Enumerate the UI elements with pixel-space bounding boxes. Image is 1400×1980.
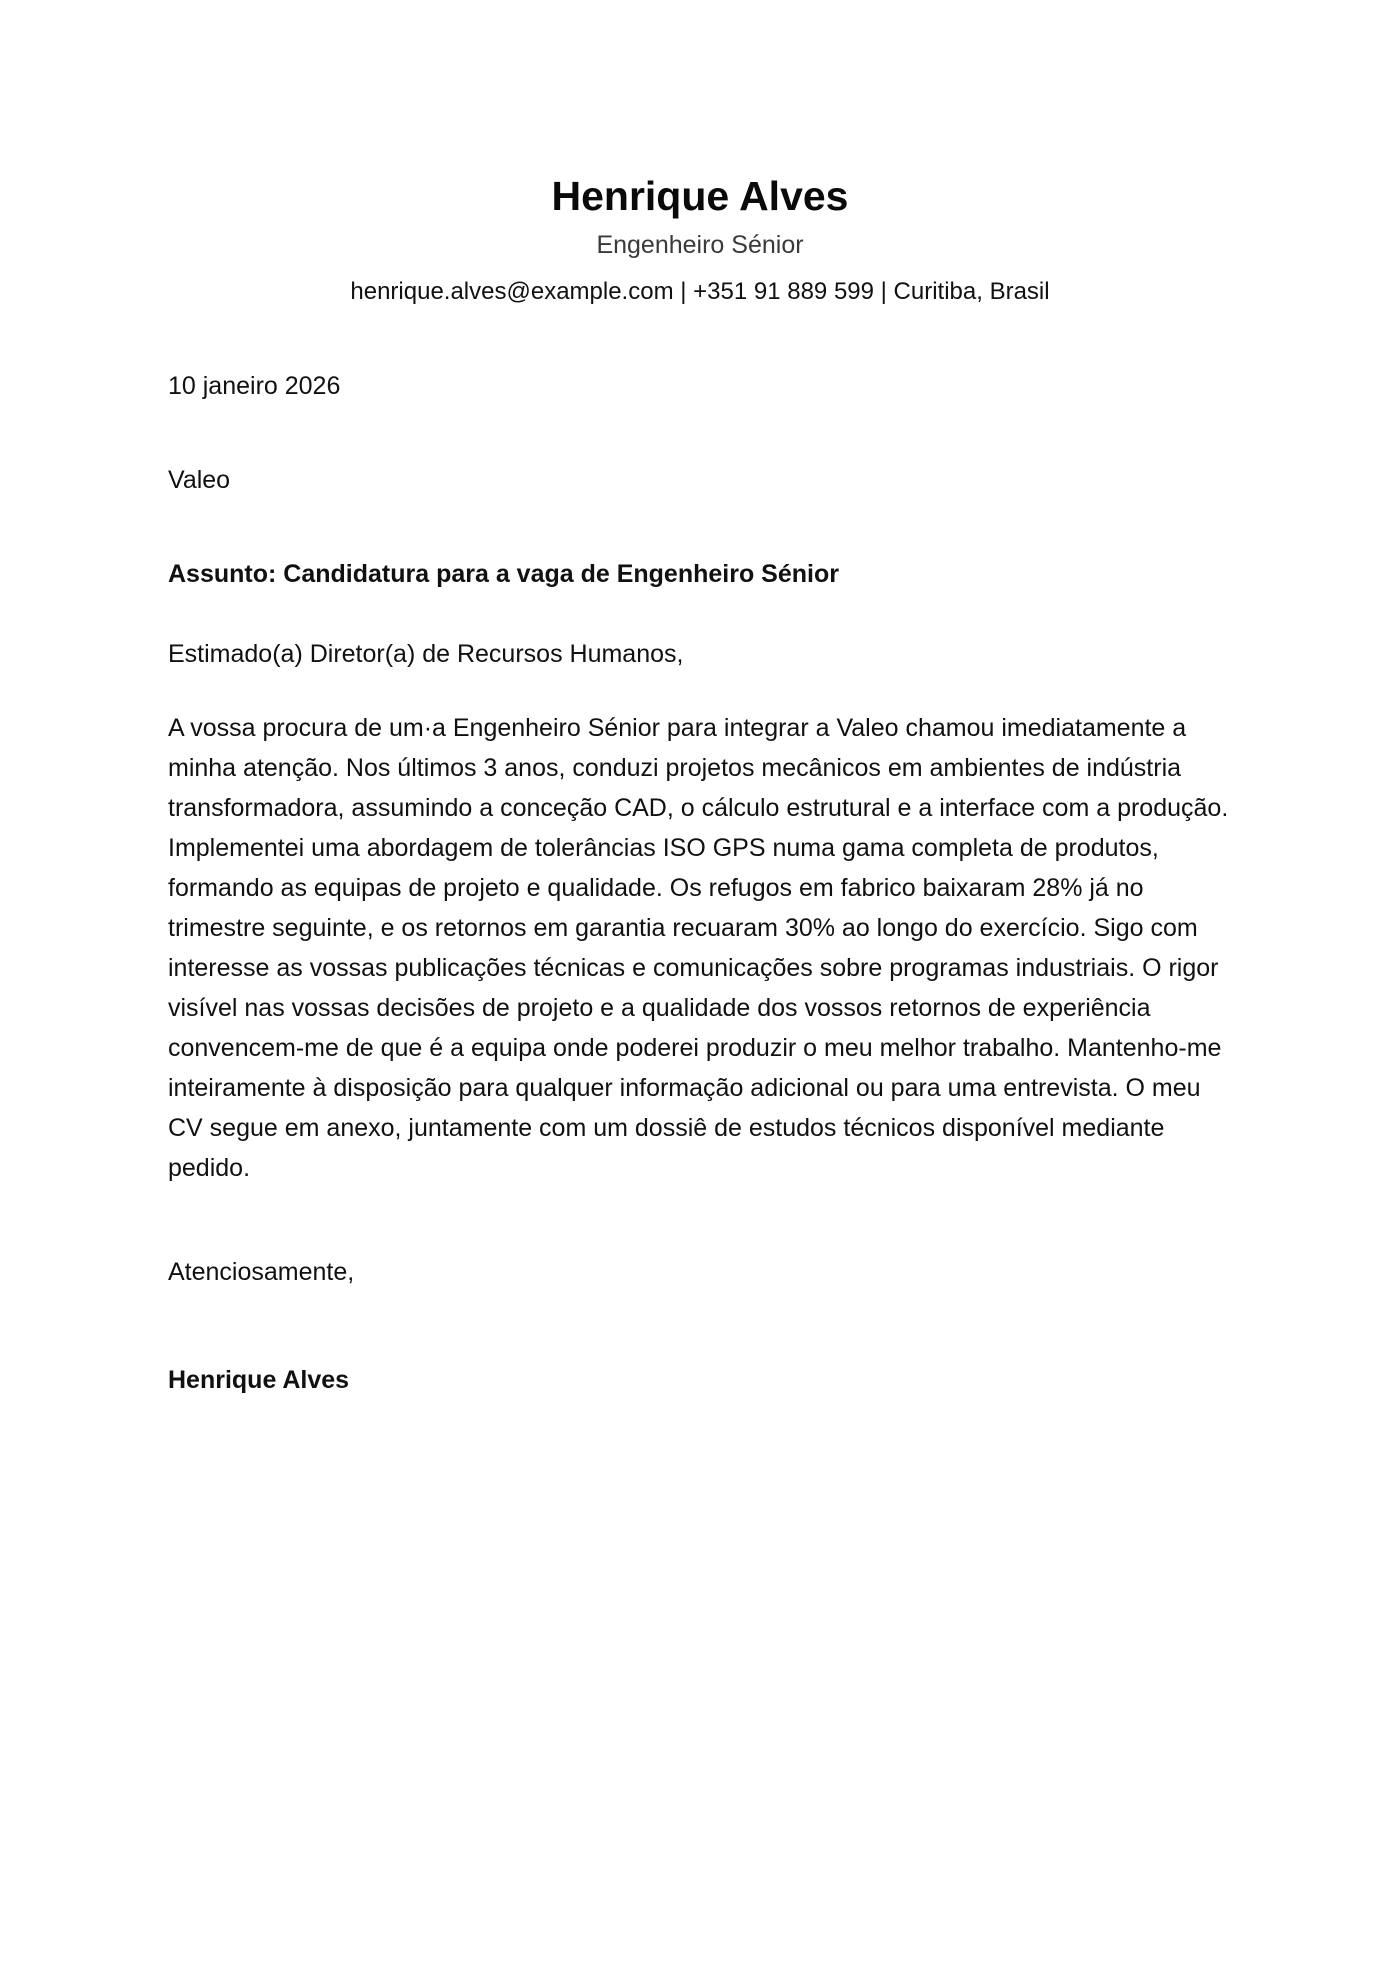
letter-salutation: Estimado(a) Diretor(a) de Recursos Humanos, [168,640,684,668]
letter-header [168,0,1232,308]
letter-date: 10 janeiro 2026 [168,372,341,400]
sender-contact-line: henrique.alves@example.com | +351 91 889 599 | Curitiba, Brasil [350,278,1050,305]
recipient-company: Valeo [168,466,231,494]
letter-body-paragraph: A vossa procura de um·a Engenheiro Sénior para integrar a Valeo chamou imediatamente a minha atenção. Nos últimos 3 anos, conduzi projetos mecânicos em ambientes de indústria transformadora, assumindo a conceção CAD, o cálculo estrutural e a interface com a produção. Implementei uma abordagem de tolerâncias ISO GPS numa gama completa de produtos, formando as equipas de projeto e qualidade. Os refugos em fabrico baixaram 28% já no trimestre seguinte, e os retornos em garantia recuaram 30% ao longo do exercício. Sigo com interesse as vossas publicações técnicas e comunicações sobre programas industriais. O rigor visível nas vossas decisões de projeto e a qualidade dos vossos retornos de experiência convencem-me de que é a equipa onde poderei produzir o meu melhor trabalho. Mantenho-me inteiramente à disposição para qualquer informação adicional ou para uma entrevista. O meu CV segue em anexo, juntamente com um dossiê de estudos técnicos disponível mediante pedido. [168,714,1229,1182]
sender-job-title: Engenheiro Sénior [596,231,804,259]
letter-subject: Assunto: Candidatura para a vaga de Engenheiro Sénior [168,560,839,588]
letter-closing: Atenciosamente, [168,1258,355,1286]
letter-signature: Henrique Alves [168,1366,350,1394]
sender-name: Henrique Alves [551,173,849,219]
